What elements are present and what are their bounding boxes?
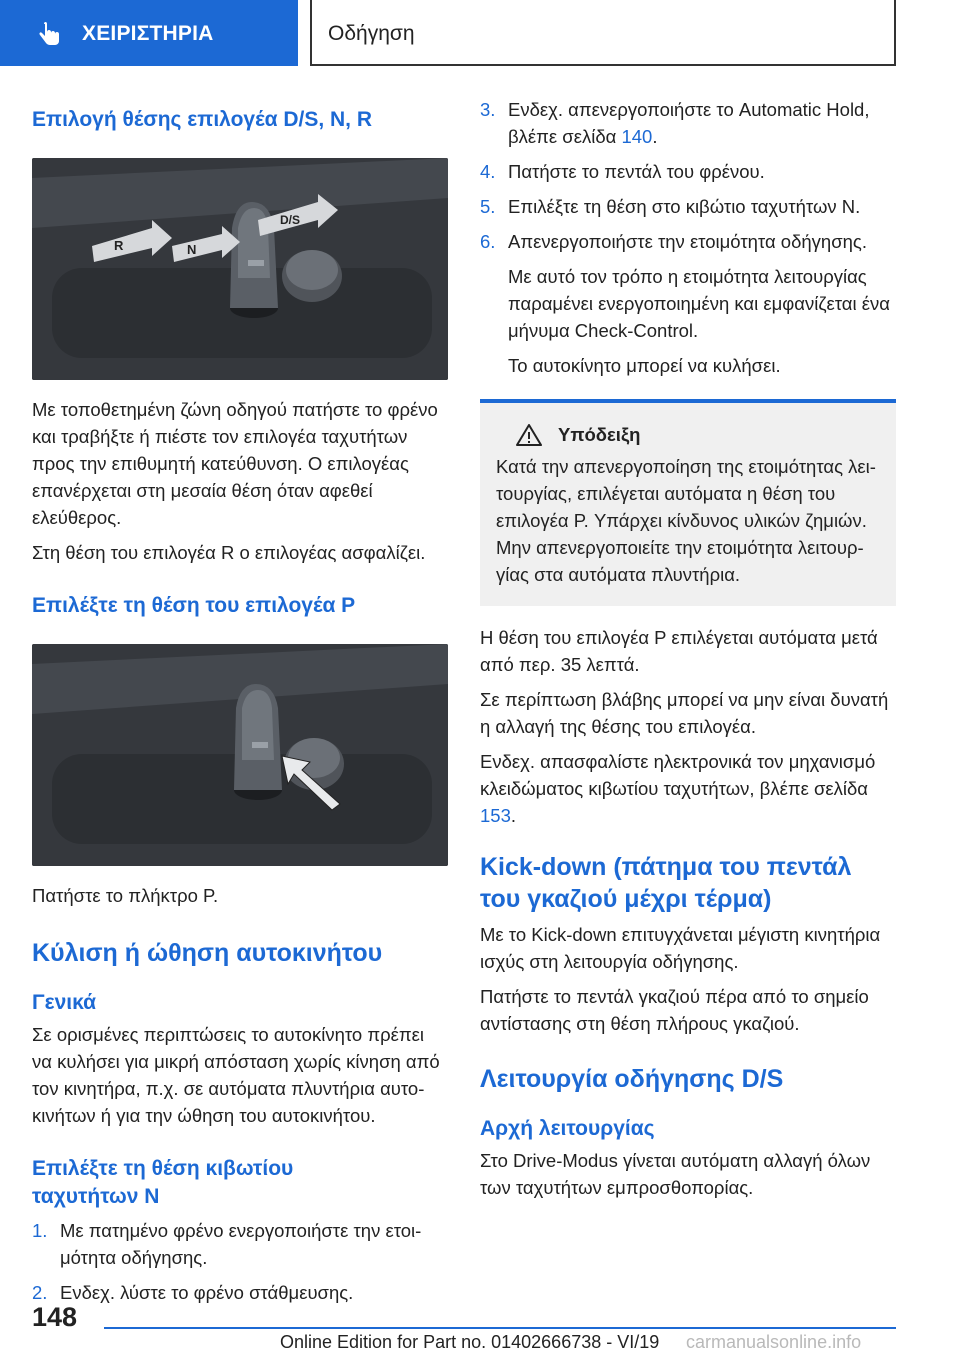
paragraph-auto-p: Η θέση του επιλογέα P επιλέγεται αυτόματα μετά από περ. 35 λεπτά.	[480, 627, 878, 675]
unlock-text-end: .	[510, 805, 517, 826]
top-bar	[0, 0, 960, 66]
step-number: 4.	[480, 161, 496, 182]
footer-divider	[104, 1327, 896, 1329]
step-number: 6.	[480, 231, 496, 252]
heading-kickdown-line2: του γκαζιού μέχρι τέρμα)	[480, 885, 772, 913]
note-text: Κατά την απενεργοποίηση της ετοιμότητας λειτουργίας, επιλέγεται αυτόματα η θέση του επιλογέα P. Υπάρχει κίνδυνος υλικών ζημιών. Μην απενεργοποιείτε την ετοιμότητα λειτουργίας στα αυτόματα πλυντήρια.	[496, 456, 876, 585]
note-title: Υπόδειξη	[558, 424, 641, 445]
list-item	[32, 1279, 448, 1306]
step-number: 5.	[480, 196, 496, 217]
note-box	[480, 399, 896, 606]
unlock-text: Ενδεχ. απασφαλίστε ηλεκτρονικά τον μηχανισμό κλειδώματος κιβωτίου ταχυτήτων, βλέπε σελίδα	[480, 751, 876, 799]
page-link-153[interactable]: 153	[480, 805, 511, 826]
step-text-end: .	[652, 126, 658, 147]
heading-general: Γενικά	[32, 991, 97, 1014]
step-text: Πατήστε το πεντάλ του φρένου.	[508, 161, 765, 182]
heading-select-drs: Επιλογή θέσης επιλογέα D/S, N, R	[32, 108, 372, 131]
paragraph-press-p: Πατήστε το πλήκτρο P.	[32, 885, 219, 906]
hand-pointer-icon	[36, 22, 62, 48]
paragraph-readiness-remains: Με αυτό τον τρόπο η ετοιμότητα λειτουργίας παραμένει ενεργοποιημένη και εμφανίζεται ένα μήνυμα Check-Control.	[508, 266, 890, 341]
step-text-part: Ενδεχ. απενεργοποιήστε το Automatic Hold, βλέπε σελίδα	[508, 99, 870, 147]
list-item	[480, 158, 896, 185]
list-item	[32, 1217, 448, 1271]
paragraph-can-roll: Το αυτοκίνητο μπορεί να κυλήσει.	[508, 355, 781, 376]
paragraph-press-throttle: Πατήστε το πεντάλ γκαζιού πέρα από το σημείο αντίστασης στη θέση πλήρους γκαζιού.	[480, 986, 869, 1034]
manual-tab-label: ΧΕΙΡΙΣΤΗΡΙΑ	[82, 22, 214, 45]
step-text: Επιλέξτε τη θέση στο κιβώτιο ταχυτήτων N.	[508, 196, 861, 217]
paragraph-fault: Σε περίπτωση βλάβης μπορεί να μην είναι δυνατή η αλλαγή της θέσης του επιλογέα.	[480, 689, 889, 737]
label-r: R	[114, 238, 124, 253]
warning-triangle-icon	[516, 423, 542, 447]
paragraph-kickdown: Με το Kick-down επιτυγχάνεται μέγιστη κινητήρια ισχύς στη λειτουργία οδήγησης.	[480, 924, 881, 972]
edition-info: Online Edition for Part no. 01402666738 - VI/19	[280, 1332, 660, 1352]
step-number: 2.	[32, 1282, 48, 1303]
list-item	[480, 228, 896, 255]
right-column	[480, 96, 896, 1201]
page-number: 148	[32, 1302, 78, 1332]
paragraph-r-lock: Στη θέση του επιλογέα R ο επιλογέας ασφαλίζει.	[32, 542, 426, 563]
chapter-tab[interactable]	[310, 0, 896, 66]
heading-principle: Αρχή λειτουργίας	[480, 1117, 655, 1140]
gear-selector-photo-drs	[32, 158, 448, 380]
step-text: Με πατημένο φρένο ενεργοποιήστε την ετοιμότητα οδήγησης.	[60, 1220, 422, 1268]
heading-select-n	[32, 1155, 448, 1211]
label-n: N	[187, 242, 197, 257]
step-text	[508, 96, 896, 150]
step-text: Ενδεχ. λύστε το φρένο στάθμευσης.	[60, 1282, 354, 1303]
heading-drive-mode: Λειτουργία οδήγησης D/S	[480, 1065, 784, 1093]
step-number: 1.	[32, 1220, 48, 1241]
paragraph-move-selector: Με τοποθετημένη ζώνη οδηγού πατήστε το φρένο και τραβήξτε ή πιέστε τον επιλογέα ταχυτήτων προς την επιθυμητή κατεύθυνση. Ο επιλογέας επανέρχεται στη μεσαία θέση όταν αφεθεί ελεύθερος.	[32, 399, 438, 528]
label-ds: D/S	[280, 213, 301, 227]
paragraph-drive-modus: Στο Drive-Modus γίνεται αυτόματη αλλαγή όλων των ταχυτήτων εμπροσθοπορίας.	[480, 1150, 871, 1198]
note-header	[496, 423, 880, 447]
paragraph-unlock	[480, 748, 896, 829]
steps-list-right	[480, 96, 896, 255]
heading-rolling-pushing: Κύλιση ή ώθηση αυτοκινήτου	[32, 939, 383, 967]
heading-select-n-line2: ταχυτήτων N	[32, 1185, 160, 1208]
steps-list-left	[32, 1217, 448, 1306]
gear-selector-photo-p	[32, 644, 448, 866]
heading-kickdown	[480, 851, 896, 915]
heading-select-p: Επιλέξτε τη θέση του επιλογέα P	[32, 594, 356, 617]
list-item	[480, 193, 896, 220]
paragraph-general: Σε ορισμένες περιπτώσεις το αυτοκίνητο πρέπει να κυλήσει για μικρή απόσταση χωρίς κίνηση από τον κινητήρα, π.χ. σε αυτόματα πλυντήρια αυτοκινήτων ή για την ώθηση του αυτοκινήτου.	[32, 1024, 440, 1126]
step-text: Απενεργοποιήστε την ετοιμότητα οδήγησης.	[508, 231, 867, 252]
manual-section-tab[interactable]	[0, 0, 298, 66]
left-column	[32, 96, 448, 1306]
list-item	[480, 96, 896, 150]
watermark: carmanualsonline.info	[686, 1332, 862, 1352]
chapter-tab-label: Οδήγηση	[328, 22, 415, 45]
step-number: 3.	[480, 99, 496, 120]
page-link-140[interactable]: 140	[621, 126, 653, 147]
heading-select-n-line1: Επιλέξτε τη θέση κιβωτίου	[32, 1157, 294, 1180]
heading-kickdown-line1: Kick-down (πάτημα του πεντάλ	[480, 853, 852, 881]
